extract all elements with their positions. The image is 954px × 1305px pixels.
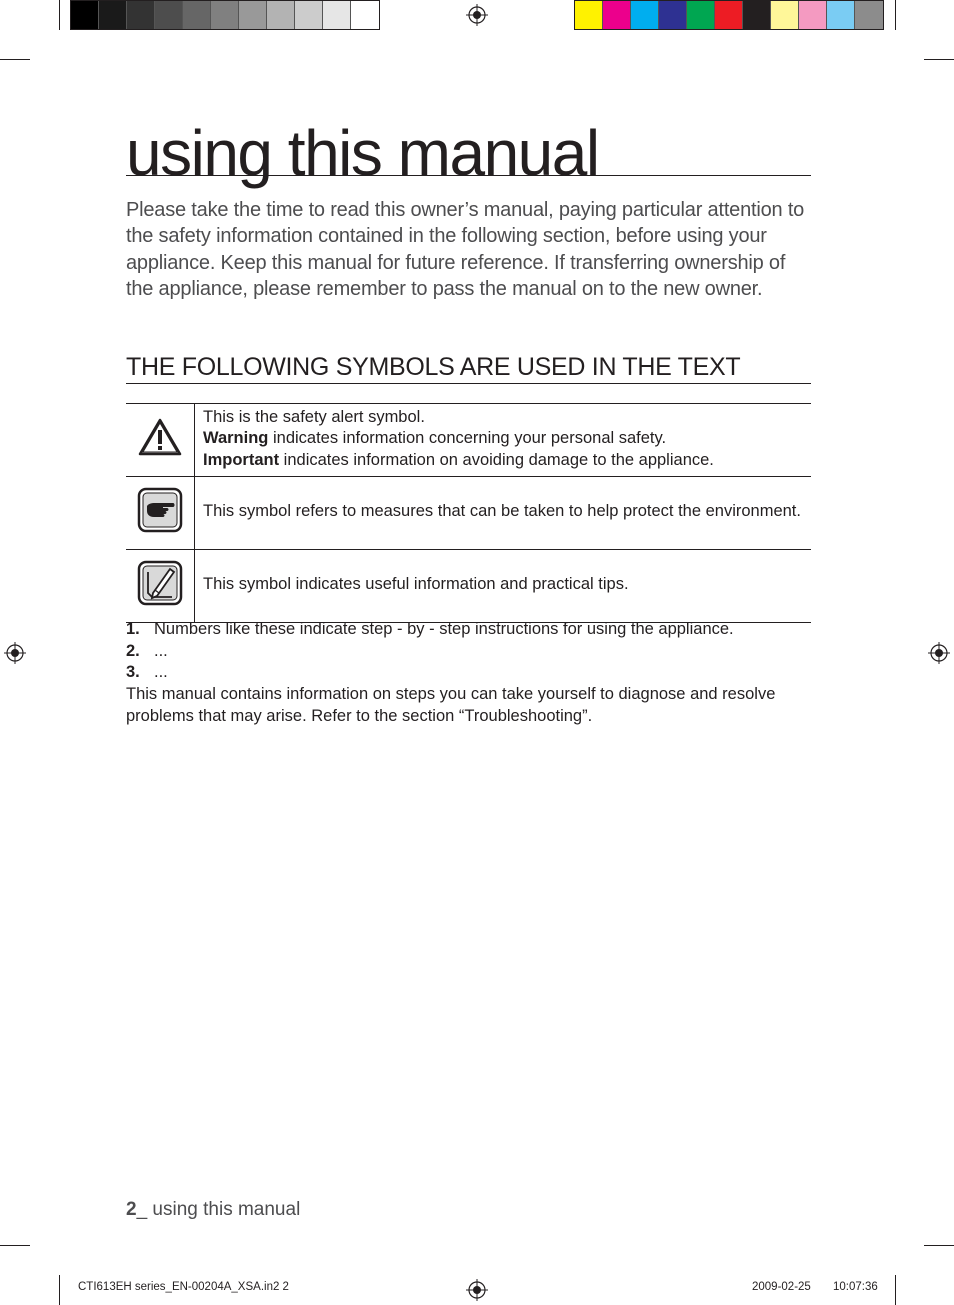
crop-mark	[924, 59, 954, 60]
page-footer	[126, 1199, 300, 1221]
symbols-heading: THE FOLLOWING SYMBOLS ARE USED IN THE TEXT	[126, 351, 811, 384]
step-number: 1.	[126, 620, 140, 638]
list-item	[126, 619, 826, 641]
color-swatch	[155, 1, 183, 29]
color-swatch	[771, 1, 799, 29]
icon-cell	[126, 404, 195, 477]
crop-mark	[924, 1245, 954, 1246]
crop-mark	[0, 59, 30, 60]
closing-paragraph: This manual contains information on steps you can take yourself to diagnose and resolve problems that may arise. Refer to the section “Troubleshooting”.	[126, 685, 776, 725]
gray-color-bar	[70, 0, 380, 30]
warning-text: indicates information concerning your personal safety.	[268, 429, 667, 448]
color-swatch	[323, 1, 351, 29]
slug-time: 10:07:36	[833, 1281, 878, 1293]
color-swatch	[239, 1, 267, 29]
table-row	[126, 404, 811, 477]
icon-cell	[126, 550, 195, 623]
important-line	[203, 450, 803, 472]
color-swatch	[855, 1, 883, 29]
crop-mark	[895, 0, 896, 30]
important-text: indicates information on avoiding damage to the appliance.	[279, 450, 714, 469]
important-label: Important	[203, 450, 280, 469]
color-swatch	[799, 1, 827, 29]
color-swatch	[743, 1, 771, 29]
color-swatch	[659, 1, 687, 29]
crop-mark	[895, 1275, 896, 1305]
color-swatch	[267, 1, 295, 29]
icon-cell	[126, 477, 195, 550]
symbol-description	[195, 404, 812, 477]
color-swatch	[211, 1, 239, 29]
list-item	[126, 662, 826, 684]
table-row	[126, 550, 811, 623]
step-text: ...	[154, 663, 168, 681]
page-title: using this manual	[126, 118, 811, 176]
crop-mark	[59, 1275, 60, 1305]
step-text: ...	[154, 641, 168, 660]
registration-mark-icon	[928, 642, 950, 664]
table-row	[126, 477, 811, 550]
crop-mark	[59, 0, 60, 30]
symbols-table	[126, 403, 811, 623]
list-item	[126, 641, 826, 663]
registration-mark-icon	[466, 1279, 488, 1301]
warning-triangle-icon	[137, 417, 183, 457]
color-swatch	[127, 1, 155, 29]
page-number: 2	[126, 1199, 137, 1220]
step-text: Numbers like these indicate step - by - step instructions for using the appliance.	[154, 620, 734, 638]
color-swatch	[351, 1, 379, 29]
page-section-label: _ using this manual	[136, 1199, 301, 1220]
safety-alert-line: This is the safety alert symbol.	[203, 407, 425, 426]
color-swatch	[603, 1, 631, 29]
registration-mark-icon	[4, 642, 26, 664]
color-swatch	[575, 1, 603, 29]
color-swatch	[715, 1, 743, 29]
color-swatch	[295, 1, 323, 29]
color-swatch	[827, 1, 855, 29]
warning-label: Warning	[203, 429, 269, 448]
symbol-description: This symbol indicates useful information and practical tips.	[195, 550, 812, 623]
steps-list	[126, 619, 826, 684]
color-swatch	[99, 1, 127, 29]
slug-filename: CTI613EH series_EN-00204A_XSA.in2 2	[78, 1281, 289, 1293]
pointing-hand-icon	[137, 487, 183, 533]
crop-mark	[0, 1245, 30, 1246]
note-pencil-icon	[137, 560, 183, 606]
process-color-bar	[574, 0, 884, 30]
registration-mark-icon	[466, 4, 488, 26]
color-swatch	[71, 1, 99, 29]
slug-date: 2009-02-25	[752, 1281, 811, 1293]
step-number: 3.	[126, 663, 140, 681]
symbol-description: This symbol refers to measures that can be taken to help protect the environment.	[195, 477, 812, 550]
step-number: 2.	[126, 641, 140, 660]
color-swatch	[183, 1, 211, 29]
color-swatch	[687, 1, 715, 29]
intro-paragraph: Please take the time to read this owner’s manual, paying particular attention to the safety information contained in the following section, before using your appliance. Keep this manual for future reference. If transferring ownership of the appliance, please remember to pass the manual on to the new owner.	[126, 199, 805, 301]
warning-line	[203, 428, 803, 450]
color-swatch	[631, 1, 659, 29]
